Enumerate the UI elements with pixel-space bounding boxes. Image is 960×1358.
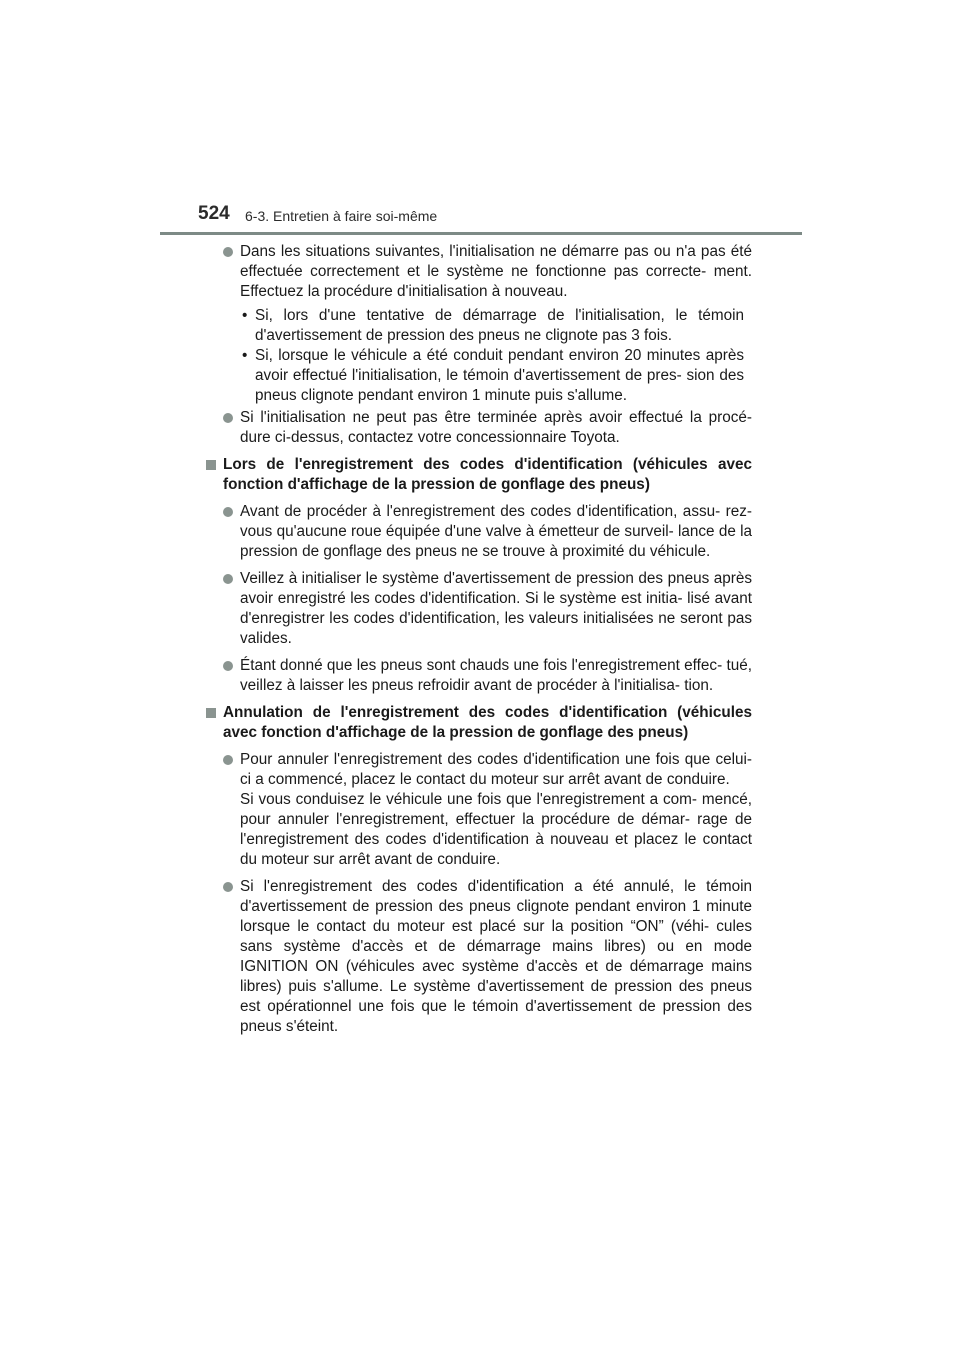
bullet-dot-icon: [223, 882, 233, 892]
bullet-item: [222, 877, 752, 1037]
bullet-item: [222, 502, 752, 562]
bullet-dot-icon: [223, 755, 233, 765]
bullet-dot-icon: [223, 574, 233, 584]
bullet-dot-icon: [223, 661, 233, 671]
bullet-text: Si l'initialisation ne peut pas être terminée après avoir effectué la procé- dure ci-dessus, contactez votre concessionnaire Toyota.: [240, 409, 752, 446]
bullet-text: Dans les situations suivantes, l'initialisation ne démarre pas ou n'a pas été effectuée correctement et le système ne fonctionne pas correcte- ment. Effectuez la procédure d'initialisation à nouveau.: [240, 243, 752, 300]
bullet-item: [222, 408, 752, 448]
heading-text: Annulation de l'enregistrement des codes d'identification (véhicules avec fonction d'affichage de la pression de gonflage des pneus): [223, 704, 752, 741]
bullet-item: [222, 242, 752, 302]
bullet-text: Avant de procéder à l'enregistrement des codes d'identification, assu- rez-vous qu'aucune roue équipée d'une valve à émetteur de surveil- lance de la pression de gonflage des pneus ne se trouve à proximité du véhicule.: [240, 503, 752, 560]
sub-item-bullet-icon: •: [242, 307, 248, 324]
heading-square-icon: [206, 460, 216, 470]
bullet-item: [222, 750, 752, 870]
bullet-text: Veillez à initialiser le système d'avertissement de pression des pneus après avoir enregistré les codes d'identification. Si le système est initia- lisé avant d'enregistrer les codes d'identification, les valeurs initialisées ne seront pas valides.: [240, 570, 752, 647]
bullet-item: [222, 569, 752, 649]
bullet-item: [222, 656, 752, 696]
sub-item-text: Si, lors d'une tentative de démarrage de l'initialisation, le témoin d'avertissement de pression des pneus ne clignote pas 3 fois.: [255, 307, 744, 344]
heading-text: Lors de l'enregistrement des codes d'identification (véhicules avec fonction d'affichage de la pression de gonflage des pneus): [223, 456, 752, 493]
bullet-text: Étant donné que les pneus sont chauds une fois l'enregistrement effec- tué, veillez à laisser les pneus refroidir avant de procéder à l'initialisa- tion.: [240, 657, 752, 694]
bullet-text: Si l'enregistrement des codes d'identification a été annulé, le témoin d'avertissement de pression des pneus clignote pendant environ 1 minute lorsque le contact du moteur est placé sur la position “ON” (véhi- cules sans système d'accès et de démarrage mains libres) ou en mode IGNITION ON (véhicules avec système d'accès et de démarrage mains libres) puis s'allume. Le système d'avertissement de pression des pneus est opérationnel une fois que le témoin d'avertissement de pression des pneus s'éteint.: [240, 878, 752, 1035]
bullet-dot-icon: [223, 247, 233, 257]
sub-item-bullet-icon: •: [242, 347, 248, 364]
section-heading: [205, 703, 752, 743]
bullet-dot-icon: [223, 507, 233, 517]
heading-square-icon: [206, 708, 216, 718]
sub-item: [222, 306, 744, 346]
page-content: [222, 242, 752, 1044]
section-title: 6-3. Entretien à faire soi-même: [245, 208, 438, 224]
page-number: 524: [198, 203, 230, 224]
bullet-dot-icon: [223, 413, 233, 423]
bullet-text: Pour annuler l'enregistrement des codes d'identification une fois que celui-ci a commencé, placez le contact du moteur sur arrêt avant de conduire. Si vous conduisez le véhicule une fois que l'enregistrement a com- mencé, pour annuler l'enregistrement, effectuer la procédure de démar- rage de l'enregistrement des codes d'identification à nouveau et placez le contact du moteur sur arrêt avant de conduire.: [240, 751, 752, 868]
section-heading: [205, 455, 752, 495]
header-rule: [160, 232, 802, 235]
sub-item: [222, 346, 744, 406]
sub-item-text: Si, lorsque le véhicule a été conduit pendant environ 20 minutes après avoir effectué l'initialisation, le témoin d'avertissement de pres- sion des pneus clignote pendant environ 1 minute puis s'allume.: [255, 347, 744, 404]
sub-item-list: [222, 306, 752, 406]
